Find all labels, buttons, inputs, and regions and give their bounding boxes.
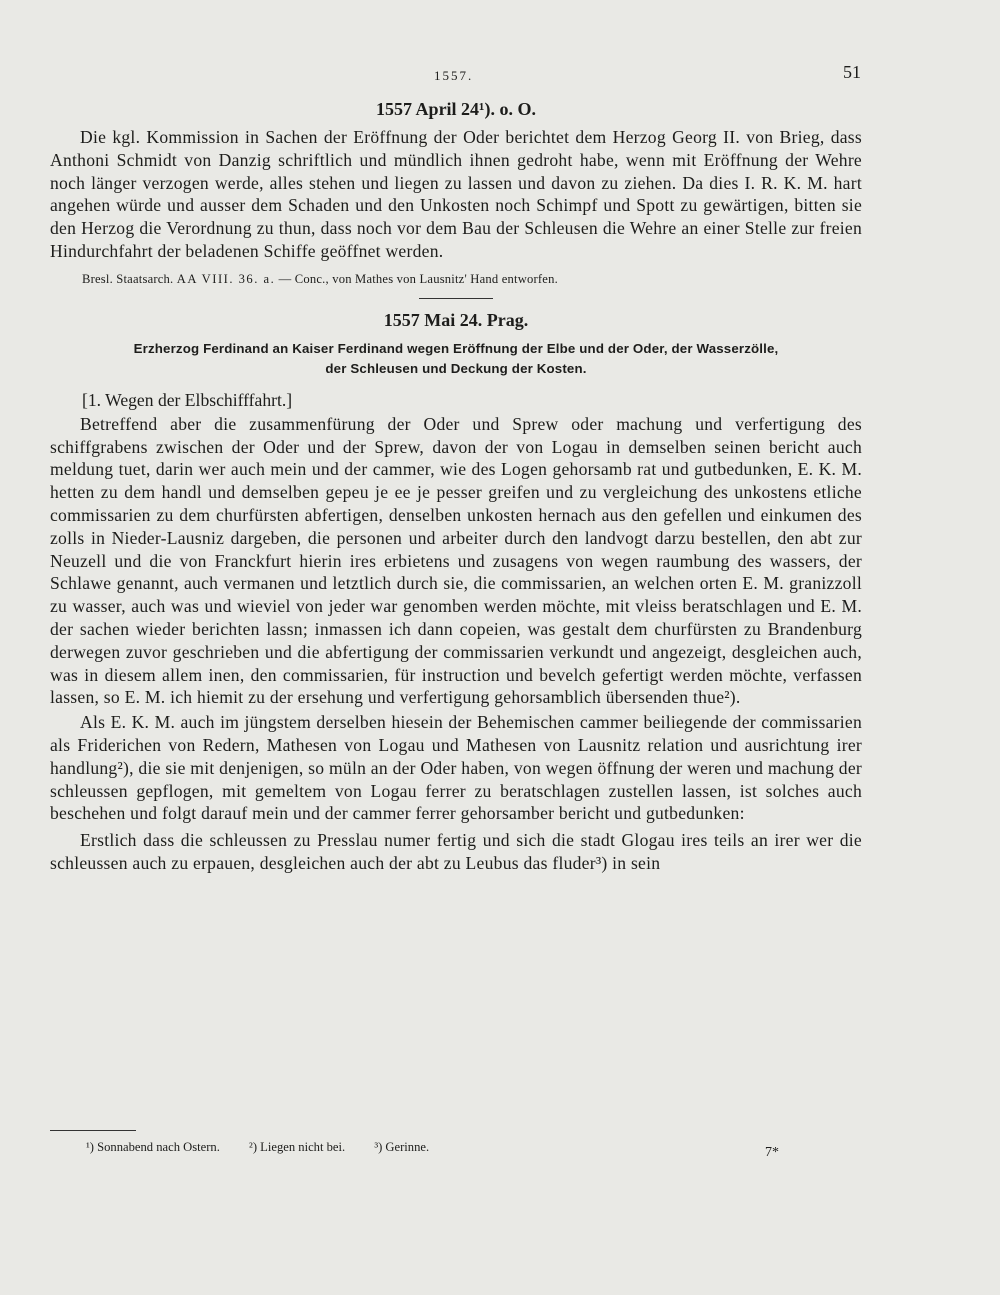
doc2-section-head: [1. Wegen der Elbschifffahrt.] bbox=[82, 389, 293, 410]
footnotes bbox=[86, 1139, 455, 1155]
footnote-3: ³) Gerinne. bbox=[374, 1140, 430, 1154]
footnote-1: ¹) Sonnabend nach Ostern. bbox=[86, 1140, 220, 1154]
section-divider bbox=[419, 298, 493, 299]
doc2-para2: Als E. K. M. auch im jüngstem derselben hiesein der Behemischen cammer beiliegende der commissarien als Friderichen von Redern, Mathesen von Logau und Mathesen von Lausnitz relation und ausrichtung irer handlung²), die sie mit denjenigen, so müln an der Oder haben, von wegen öffnung der weren und machung der schleussen gepflogen, mit gemeltem von Logau ferrer zu beratschlagen zustellen lassen, ist solches auch beschehen und folgt darauf mein und der cammer ferrer gehorsamber bericht und gutbedunken: bbox=[50, 712, 862, 824]
signature-mark: 7* bbox=[765, 1145, 779, 1160]
doc1-body: Die kgl. Kommission in Sachen der Eröffnung der Oder berichtet dem Herzog Georg II. von Brieg, dass Anthoni Schmidt von Danzig schriftlich und mündlich ihnen gedroht habe, wenn mit Eröffnung der Wehre noch länger verzogen werde, alles stehen und liegen zu lassen und davon zu ziehen. Da dies I. R. K. M. hart angehen würde und ausser dem Schaden und den Unkosten noch Schimpf und Spott zu gewärtigen, bitten sie den Herzog die Verordnung zu thun, dass noch vor dem Bau der Schleusen die Wehre an einer Stelle zur freien Hindurchfahrt der beladenen Schiffe geöffnet werden. bbox=[50, 127, 862, 261]
doc2-heading: 1557 Mai 24. Prag. bbox=[383, 309, 529, 330]
source-archive: Bresl. Staatsarch. bbox=[82, 271, 174, 286]
doc1-source bbox=[82, 271, 862, 287]
doc2-para1: Betreffend aber die zusammenfürung der Oder und Sprew oder machung und verfertigung des schiffgrabens zwischen der Oder und der Sprew, davon der von Logau in demselben seinen bericht auch meldung tuet, darin wer auch mein und der cammer, wie des Logen gehorsamb rat und gutbedunken, E. K. M. hetten zu dem handl und demselben gepeu je ee je pesser greifen und zu vergleichung des unkostens etliche commissarien zu dem churfürsten abfertigen, denselben unkosten hernach aus den gefellen und einkumen des zolls in Nieder-Lausniz dargeben, die personen und arbeiter durch den landvogt darzu bestellen, den abt zur Neuzell und die von Franckfurt hierin ires erbietens und zusagens von wegen raumbung des wassers, der Schlawe genannt, auch vermanen und letztlich durch sie, die commissarien, an welchen orten E. M. granizzoll zu wasser, auch was und wieviel von jeder war genomben werden möchte, mit vleiss beratschlagen und E. M. der sachen wieder berichten lassn; inmassen ich dann copeien, was gestalt dem churfürsten zu Brandenburg derwegen zuvor geschrieben und die abfertigung der commissarien verkundt und angezeigt, desgleichen auch, was in diesem allem inen, den commissarien, für instruction und bevelch gefertigt werden möchte, verfassen lassen, so E. M. ich hiemit zu der ersehung und verfertigung gehorsamblich übersenden thue²). bbox=[50, 413, 862, 708]
running-head-year: 1557. bbox=[434, 68, 474, 83]
source-signature: AA VIII. 36. a. bbox=[176, 271, 276, 286]
page-content bbox=[50, 98, 862, 875]
footnote-2: ²) Liegen nicht bei. bbox=[249, 1140, 346, 1154]
doc2-summary-line1: Erzherzog Ferdinand an Kaiser Ferdinand wegen Eröffnung der Elbe und der Oder, der Wasserzölle, bbox=[133, 340, 779, 356]
doc2-para3: Erstlich dass die schleussen zu Presslau numer fertig und sich die stadt Glogau ires teils an irer wer die schleussen auch zu erpauen, desgleichen auch der abt zu Leubus das fluder³) in sein bbox=[50, 830, 862, 873]
footnote-rule bbox=[50, 1130, 136, 1131]
doc2-summary-line2: der Schleusen und Deckung der Kosten. bbox=[325, 360, 587, 376]
doc2-summary bbox=[50, 339, 862, 379]
source-note: — Conc., von Mathes von Lausnitz' Hand entworfen. bbox=[278, 271, 558, 286]
doc1-heading: 1557 April 24¹). o. O. bbox=[376, 99, 536, 119]
page-number: 51 bbox=[843, 62, 861, 82]
